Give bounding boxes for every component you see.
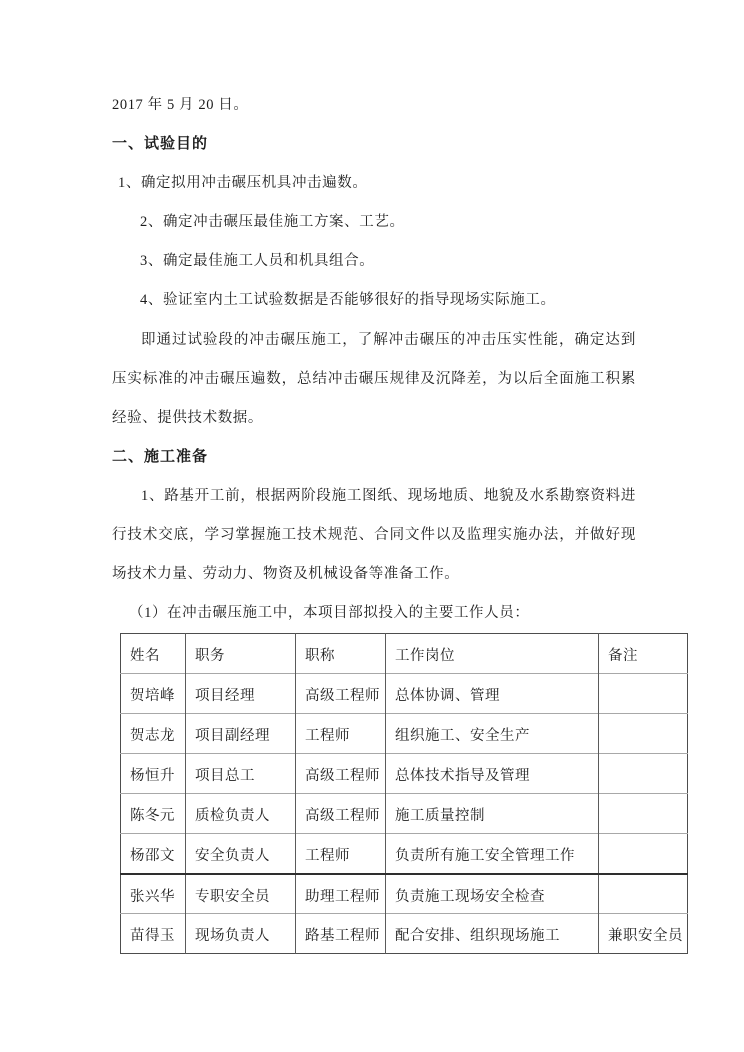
- preparation-paragraph: 1、路基开工前，根据两阶段施工图纸、现场地质、地貌及水系勘察资料进行技术交底，学习掌握施工技术规范、合同文件以及监理实施办法，并做好现场技术力量、劳动力、物资及机械设备等准备工作。: [112, 487, 636, 583]
- cell-duty: 施工质量控制: [386, 794, 599, 834]
- cell-title: 工程师: [296, 834, 386, 874]
- staff-table-intro-line: （1）在冲击碾压施工中，本项目部拟投入的主要工作人员：: [129, 605, 530, 622]
- list-item-1: 1、确定拟用冲击碾压机具冲击遍数。: [118, 175, 368, 192]
- header-cell-title: 职称: [296, 634, 386, 674]
- cell-name: 贺培峰: [121, 674, 186, 714]
- section-heading-preparation: 二、施工准备: [112, 448, 209, 465]
- list-item-4: 4、验证室内土工试验数据是否能够很好的指导现场实际施工。: [140, 292, 556, 309]
- table-row: [121, 714, 688, 754]
- cell-name: 杨邵文: [121, 834, 186, 874]
- cell-position: 项目副经理: [186, 714, 296, 754]
- cell-title: 助理工程师: [296, 874, 386, 914]
- cell-name: 苗得玉: [121, 914, 186, 954]
- cell-position: 专职安全员: [186, 874, 296, 914]
- cell-remark: [599, 714, 688, 754]
- cell-duty: 总体协调、管理: [386, 674, 599, 714]
- cell-remark: [599, 674, 688, 714]
- cell-remark: 兼职安全员: [599, 914, 688, 954]
- table-row: [121, 674, 688, 714]
- header-cell-position: 职务: [186, 634, 296, 674]
- cell-name: 陈冬元: [121, 794, 186, 834]
- header-cell-name: 姓名: [130, 648, 160, 665]
- list-item-2: 2、确定冲击碾压最佳施工方案、工艺。: [140, 214, 405, 231]
- cell-duty: 负责施工现场安全检查: [386, 874, 599, 914]
- section-heading-test-purpose: 一、试验目的: [112, 136, 209, 153]
- cell-position: 安全负责人: [186, 834, 296, 874]
- cell-remark: [599, 754, 688, 794]
- table-row: [121, 794, 688, 834]
- table-row: [121, 914, 688, 954]
- cell-position: 质检负责人: [186, 794, 296, 834]
- test-purpose-summary-paragraph: 即通过试验段的冲击碾压施工，了解冲击碾压的冲击压实性能，确定达到压实标准的冲击碾压遍数，总结冲击碾压规律及沉降差，为以后全面施工积累经验、提供技术数据。: [112, 331, 636, 426]
- header-cell-remark: 备注: [599, 634, 688, 674]
- header-cell-duty: 工作岗位: [386, 634, 599, 674]
- cell-title: 高级工程师: [296, 754, 386, 794]
- cell-title: 路基工程师: [296, 914, 386, 954]
- staff-table-header-row: [121, 634, 688, 674]
- table-row: [121, 754, 688, 794]
- cell-position: 项目经理: [186, 674, 296, 714]
- cell-position: 项目总工: [186, 754, 296, 794]
- cell-title: 工程师: [296, 714, 386, 754]
- cell-name: 贺志龙: [121, 714, 186, 754]
- cell-remark: [599, 874, 688, 914]
- list-item-3: 3、确定最佳施工人员和机具组合。: [140, 253, 375, 270]
- cell-duty: 组织施工、安全生产: [386, 714, 599, 754]
- cell-duty: 配合安排、组织现场施工: [386, 914, 599, 954]
- cell-remark: [599, 834, 688, 874]
- cell-name: 杨恒升: [121, 754, 186, 794]
- cell-name: 张兴华: [121, 874, 186, 914]
- cell-position: 现场负责人: [186, 914, 296, 954]
- date-line: 2017 年 5 月 20 日。: [112, 97, 249, 113]
- table-row: [121, 834, 688, 874]
- cell-remark: [599, 794, 688, 834]
- cell-title: 高级工程师: [296, 794, 386, 834]
- cell-duty: 总体技术指导及管理: [386, 754, 599, 794]
- cell-duty: 负责所有施工安全管理工作: [386, 834, 599, 874]
- table-row: [121, 874, 688, 914]
- staff-table: [120, 633, 688, 954]
- cell-title: 高级工程师: [296, 674, 386, 714]
